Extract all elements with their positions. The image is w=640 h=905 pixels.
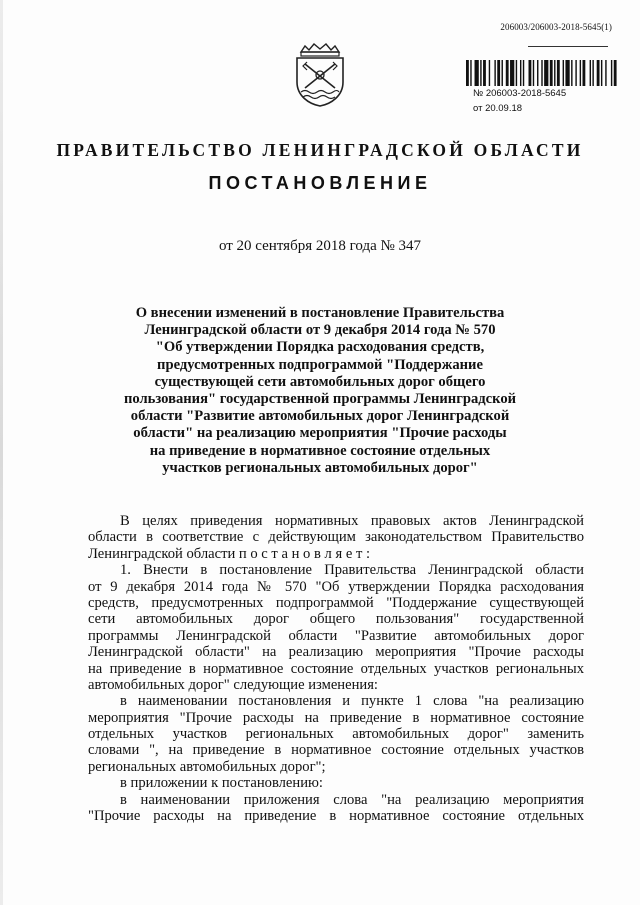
- government-title: ПРАВИТЕЛЬСТВО ЛЕНИНГРАДСКОЙ ОБЛАСТИ: [56, 140, 584, 160]
- barcode-bar: [494, 60, 495, 86]
- body-line: отдельных участков региональных автомобильных дорог" заменить: [88, 726, 584, 743]
- barcode-bar: [502, 60, 503, 86]
- barcode-bar: [544, 60, 548, 86]
- body-line: В целях приведения нормативных правовых актов Ленинградской: [120, 513, 584, 529]
- heading-line: на приведение в нормативное состояние отдельных: [149, 442, 491, 459]
- barcode-bar: [580, 60, 581, 86]
- barcode-bar: [466, 60, 469, 86]
- document-date: от 20 сентября 2018 года № 347: [218, 238, 422, 254]
- body-line: мероприятия "Прочие расходы на приведение в нормативное состояние: [88, 709, 584, 726]
- body-line: в приложении к постановлению:: [120, 775, 323, 792]
- document-code-underline: [528, 46, 608, 47]
- barcode-bar: [565, 60, 569, 86]
- body-line: в наименовании приложения слова "на реализацию мероприятия: [120, 791, 584, 808]
- heading-line: существующей сети автомобильных дорог общего: [154, 373, 486, 390]
- barcode-bar: [510, 60, 514, 86]
- barcode-bar: [480, 60, 481, 86]
- registration-date: от 20.09.18: [473, 103, 523, 114]
- body-line: средств, предусмотренных подпрограммой "Поддержание существующей: [88, 594, 584, 611]
- barcode-bar: [523, 60, 524, 86]
- leningrad-oblast-emblem-icon: [291, 42, 349, 108]
- barcode-bar: [590, 60, 591, 86]
- document-type: ПОСТАНОВЛЕНИЕ: [208, 173, 432, 193]
- barcode-bar: [470, 60, 471, 86]
- barcode-bar: [529, 60, 532, 86]
- body-line: словами ", на приведение в нормативное состояние отдельных участков: [88, 742, 584, 759]
- heading-line: пользования" государственной программы Ленинградской: [123, 391, 517, 408]
- barcode-bar: [597, 60, 600, 86]
- barcode-bar: [592, 60, 593, 86]
- barcode-bar: [554, 60, 555, 86]
- barcode-bar: [582, 60, 585, 86]
- body-line: Ленинградской области" на реализацию мероприятия "Прочие расходы: [88, 644, 584, 661]
- body-line: 1. Внести в постановление Правительства Ленинградской области: [120, 562, 584, 579]
- barcode-bar: [557, 60, 560, 86]
- heading-line: "Об утверждении Порядка расходования средств,: [155, 339, 485, 356]
- barcode-bar: [475, 60, 479, 86]
- barcode-bar: [614, 60, 617, 86]
- registration-number: № 206003-2018-5645: [473, 88, 567, 99]
- body-line: области в соответствие с действующим законодательством Правительство: [88, 529, 584, 546]
- barcode-bar: [537, 60, 538, 86]
- barcode-bar: [497, 60, 500, 86]
- barcode-bar: [520, 60, 521, 86]
- document-body: [88, 513, 584, 824]
- heading-line: Ленинградской области от 9 декабря 2014 года № 570: [144, 322, 496, 339]
- barcode-bar: [611, 60, 612, 86]
- body-line: в наименовании постановления и пункте 1 слова "на реализацию: [120, 693, 584, 710]
- scan-edge: [0, 0, 3, 905]
- body-line: автомобильных дорог" следующие изменения:: [88, 676, 378, 693]
- barcode-bar: [571, 60, 572, 86]
- heading-line: предусмотренных подпрограммой "Поддержание: [157, 356, 483, 373]
- document-heading: [120, 305, 520, 477]
- body-line: от 9 декабря 2014 года № 570 "Об утверждении Порядка расходования: [88, 578, 584, 595]
- barcode-bar: [506, 60, 509, 86]
- barcode-bar: [483, 60, 486, 86]
- heading-line: области" на реализацию мероприятия "Прочие расходы: [133, 425, 507, 442]
- barcode-bar: [489, 60, 490, 86]
- document-code: 206003/206003-2018-5645(1): [500, 22, 612, 32]
- body-line: программы Ленинградской области "Развитие автомобильных дорог: [88, 627, 584, 644]
- barcode-bar: [605, 60, 606, 86]
- barcode-bar: [516, 60, 517, 86]
- barcode-bar: [563, 60, 564, 86]
- barcode-bar: [601, 60, 602, 86]
- heading-line: О внесении изменений в постановление Правительства: [135, 305, 505, 321]
- body-line: Ленинградской области п о с т а н о в л я е т :: [88, 545, 371, 562]
- body-line: сети автомобильных дорог общего пользования" государственной: [88, 611, 584, 628]
- heading-line: участков региональных автомобильных дорог": [162, 459, 478, 476]
- body-line: региональных автомобильных дорог";: [88, 758, 326, 775]
- heading-line: области "Развитие автомобильных дорог Ленинградской: [130, 408, 510, 425]
- barcode-icon: [466, 60, 618, 86]
- barcode-bar: [575, 60, 576, 86]
- barcode-bar: [550, 60, 553, 86]
- barcode-bar: [541, 60, 542, 86]
- body-line: на приведение в нормативное состояние отдельных участков региональных: [88, 660, 584, 677]
- barcode-bar: [533, 60, 534, 86]
- body-line: "Прочие расходы на приведение в нормативное состояние отдельных: [88, 808, 584, 825]
